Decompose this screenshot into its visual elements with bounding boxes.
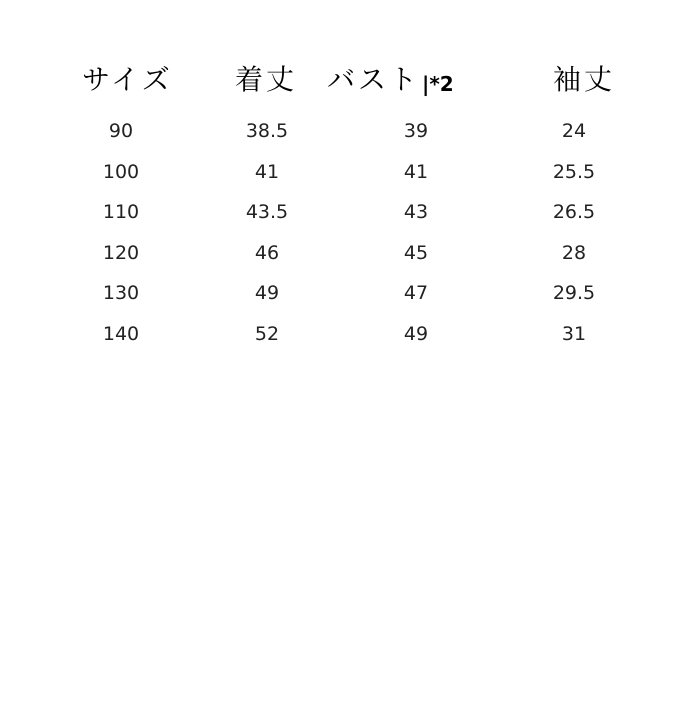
cell-bust: 45 bbox=[403, 241, 429, 264]
cell-size: 130 bbox=[102, 282, 140, 305]
cell-bust: 41 bbox=[403, 160, 429, 183]
cell-sleeve: 29.5 bbox=[552, 282, 596, 305]
header-size-label: サイズ bbox=[82, 63, 173, 96]
header-length-label: 着丈 bbox=[235, 63, 298, 96]
cell-length: 46 bbox=[254, 241, 280, 264]
cell-size: 140 bbox=[102, 323, 140, 345]
cell-size: 110 bbox=[102, 201, 140, 224]
cell-length: 52 bbox=[254, 323, 280, 345]
header-sleeve-label: 袖丈 bbox=[553, 63, 616, 96]
cell-bust: 47 bbox=[403, 282, 429, 305]
header-sleeve bbox=[553, 60, 615, 100]
header-size bbox=[82, 60, 173, 100]
cell-sleeve: 31 bbox=[561, 323, 587, 345]
cell-sleeve: 24 bbox=[561, 120, 587, 142]
cell-length: 43.5 bbox=[245, 201, 289, 224]
cell-size: 90 bbox=[108, 120, 134, 142]
header-bust-suffix: |*2 bbox=[422, 72, 454, 96]
cell-sleeve: 28 bbox=[561, 241, 587, 264]
header-bust-label: バスト bbox=[327, 63, 421, 96]
header-bust bbox=[327, 60, 454, 104]
cell-bust: 49 bbox=[403, 323, 429, 345]
cell-sleeve: 26.5 bbox=[552, 201, 596, 224]
cell-bust: 39 bbox=[403, 120, 429, 142]
cell-size: 100 bbox=[102, 160, 140, 183]
cell-size: 120 bbox=[102, 241, 140, 264]
cell-bust: 43 bbox=[403, 201, 429, 224]
header-length bbox=[235, 60, 297, 100]
cell-length: 49 bbox=[254, 282, 280, 305]
cell-length: 38.5 bbox=[245, 120, 289, 142]
cell-sleeve: 25.5 bbox=[552, 160, 596, 183]
cell-length: 41 bbox=[254, 160, 280, 183]
